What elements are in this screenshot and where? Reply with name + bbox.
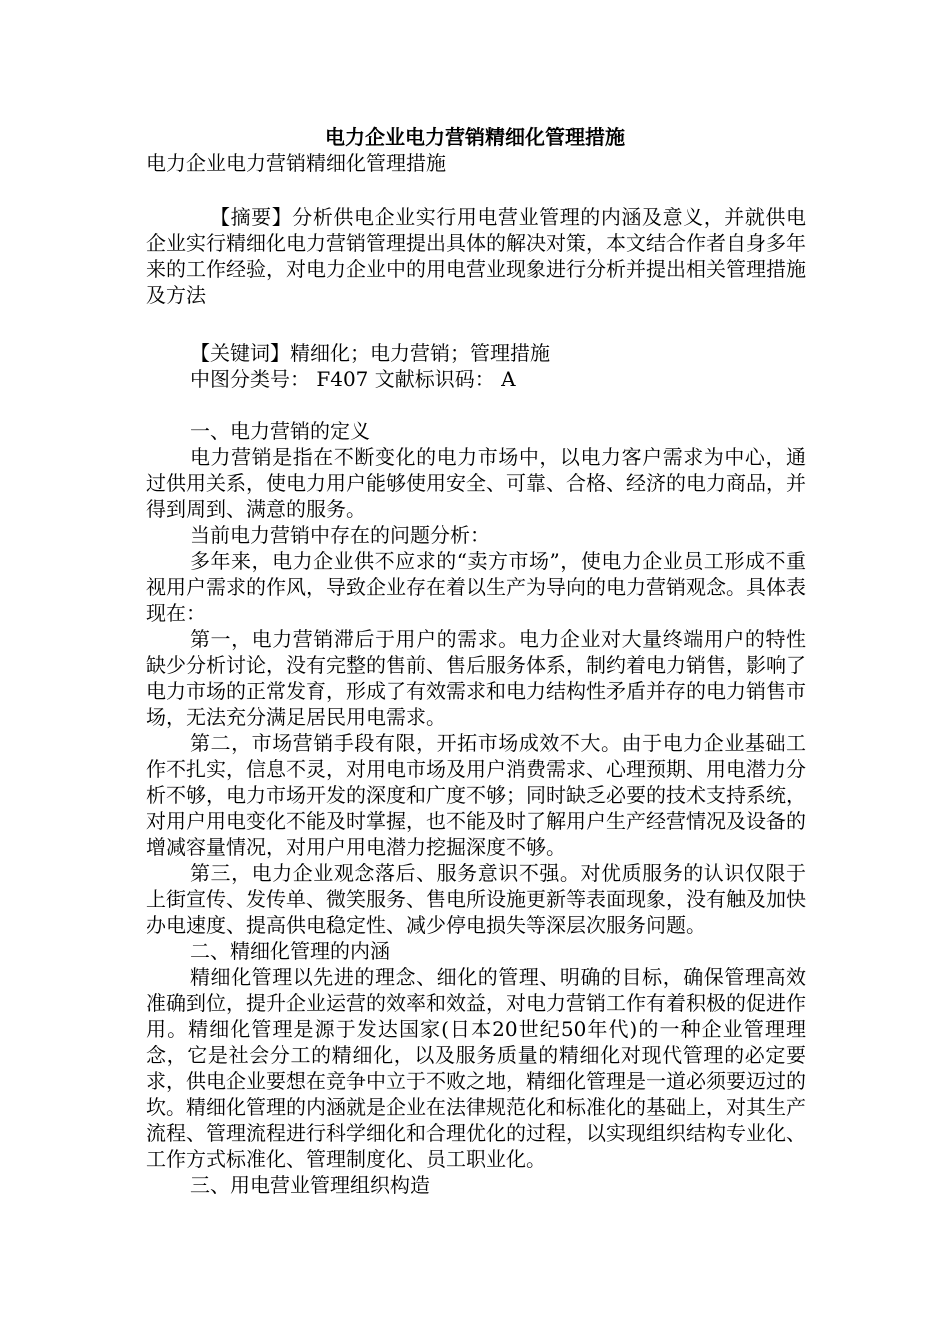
classification-line: 中图分类号： F407 文献标识码： A	[190, 367, 516, 391]
paragraph-2: 当前电力营销中存在的问题分析：	[190, 523, 490, 547]
paragraph-3: 多年来，电力企业供不应求的“卖方市场”，使电力企业员工形成不重视用户需求的作风，导致企业存在着以生产为导向的电力营销观念。具体表现在：	[146, 549, 806, 625]
document-subtitle: 电力企业电力营销精细化管理措施	[146, 151, 446, 175]
paragraph-1: 电力营销是指在不断变化的电力市场中，以电力客户需求为中心，通过供用关系，使电力用户能够使用安全、可靠、合格、经济的电力商品，并得到周到、满意的服务。	[146, 445, 806, 521]
section-heading-2: 二、精细化管理的内涵	[190, 939, 390, 963]
document-body	[146, 150, 806, 1198]
section-heading-3: 三、用电营业管理组织构造	[190, 1173, 430, 1197]
paragraph-4: 第一，电力营销滞后于用户的需求。电力企业对大量终端用户的特性缺少分析讨论，没有完整的售前、售后服务体系，制约着电力销售，影响了电力市场的正常发育，形成了有效需求和电力结构性矛盾并存的电力销售市场，无法充分满足居民用电需求。	[146, 627, 806, 729]
keywords-line: 【关键词】精细化；电力营销；管理措施	[190, 341, 550, 365]
abstract-paragraph: 【摘要】分析供电企业实行用电营业管理的内涵及意义，并就供电企业实行精细化电力营销管理提出具体的解决对策，本文结合作者自身多年来的工作经验，对电力企业中的用电营业现象进行分析并提出相关管理措施及方法	[146, 205, 806, 307]
paragraph-7: 精细化管理以先进的理念、细化的管理、明确的目标，确保管理高效准确到位，提升企业运营的效率和效益，对电力营销工作有着积极的促进作用。精细化管理是源于发达国家(日本20世纪50年代)的一种企业管理理念，它是社会分工的精细化，以及服务质量的精细化对现代管理的必定要求，供电企业要想在竞争中立于不败之地，精细化管理是一道必须要迈过的坎。精细化管理的内涵就是企业在法律规范化和标准化的基础上，对其生产流程、管理流程进行科学细化和合理优化的过程，以实现组织结构专业化、工作方式标准化、管理制度化、员工职业化。	[146, 965, 806, 1171]
document-title: 电力企业电力营销精细化管理措施	[325, 125, 625, 149]
paragraph-5: 第二，市场营销手段有限，开拓市场成效不大。由于电力企业基础工作不扎实，信息不灵，对用电市场及用户消费需求、心理预期、用电潜力分析不够，电力市场开发的深度和广度不够；同时缺乏必要的技术支持系统，对用户用电变化不能及时掌握，也不能及时了解用户生产经营情况及设备的增减容量情况，对用户用电潜力挖掘深度不够。	[146, 731, 806, 859]
spacer	[146, 176, 806, 202]
spacer	[146, 392, 806, 418]
paragraph-6: 第三，电力企业观念落后、服务意识不强。对优质服务的认识仅限于上街宣传、发传单、微笑服务、售电所设施更新等表面现象，没有触及加快办电速度、提高供电稳定性、减少停电损失等深层次服务问题。	[146, 861, 806, 937]
section-heading-1: 一、电力营销的定义	[190, 419, 370, 443]
spacer	[146, 308, 806, 334]
